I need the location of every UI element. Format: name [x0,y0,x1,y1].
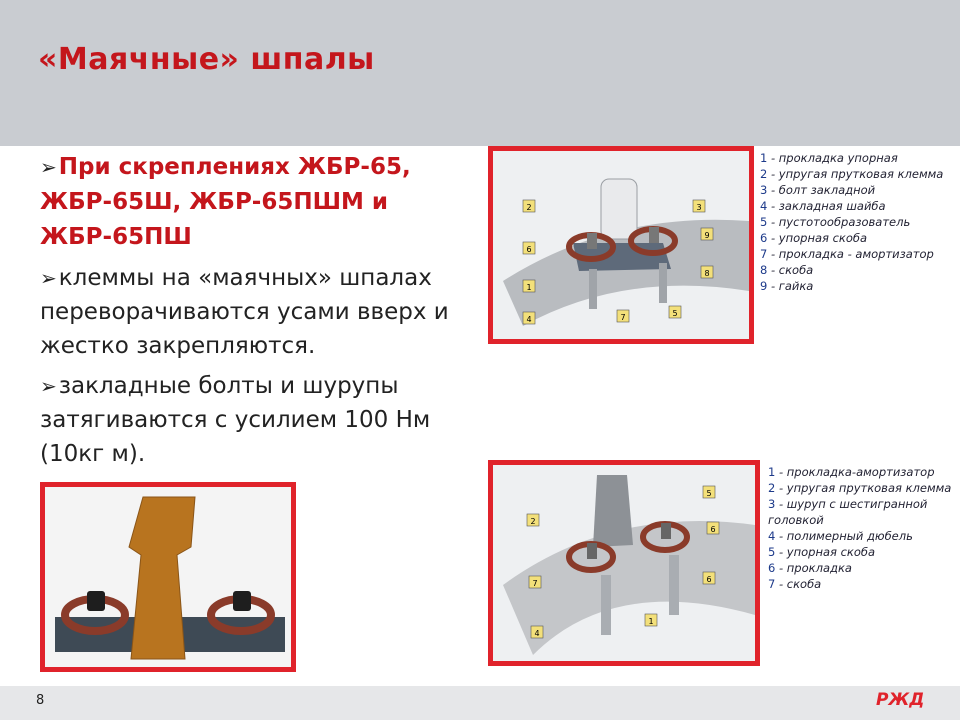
legend-item: 6 - упорная скоба [760,231,868,245]
legend-item: 7 - скоба [768,577,822,591]
bullet-item: ➢закладные болты и шурупы затягиваются с усилием 100 Нм (10кг м). [40,373,431,467]
arrow-bullet-icon: ➢ [40,266,57,290]
legend-item: 3 - болт закладной [760,183,876,197]
bullet-list [40,150,480,477]
legend-top [760,150,955,294]
callout-label: 5 [672,309,678,318]
callout-label: 1 [526,283,532,292]
legend-item: 5 - пустотообразователь [760,215,911,229]
rail-illustration [45,487,291,667]
legend-bottom [768,464,956,592]
legend-item: 1 - прокладка упорная [760,151,898,165]
callout-label: 3 [696,203,702,212]
legend-item: 3 - шуруп с шестигранной головкой [768,497,928,527]
legend-item: 9 - гайка [760,279,814,293]
callout-label: 7 [532,579,538,588]
legend-item: 2 - упругая прутковая клемма [768,481,952,495]
page-number: 8 [36,693,45,708]
callout-label: 4 [526,315,532,324]
fastening-diagram-bottom [488,460,760,666]
legend-item: 5 - упорная скоба [768,545,876,559]
arrow-bullet-icon: ➢ [40,155,57,179]
bullet-item: ➢клеммы на «маячных» шпалах переворачиваются усами вверх и жестко закрепляются. [40,265,449,359]
callout-label: 7 [620,313,626,322]
fastening-diagram-top [488,146,754,344]
rzd-logo: РЖД [876,690,925,710]
callout-label: 4 [534,629,540,638]
legend-item: 2 - упругая прутковая клемма [760,167,944,181]
callout-label: 2 [526,203,532,212]
legend-item: 1 - прокладка-амортизатор [768,465,935,479]
slide-title: «Маячные» шпалы [38,42,375,77]
legend-item: 4 - закладная шайба [760,199,886,213]
callout-label: 6 [526,245,532,254]
callout-label: 2 [530,517,536,526]
bullet-item: ➢При скреплениях ЖБР-65, ЖБР-65Ш, ЖБР-65ПШМ и ЖБР-65ПШ [40,154,411,250]
callout-label: 6 [710,525,716,534]
legend-item: 8 - скоба [760,263,814,277]
callout-label: 8 [704,269,710,278]
footer-band [0,686,960,720]
callout-label: 1 [648,617,654,626]
legend-item: 4 - полимерный дюбель [768,529,913,543]
callout-label: 9 [704,231,710,240]
arrow-bullet-icon: ➢ [40,374,57,398]
rail-fastening-image [40,482,296,672]
legend-item: 6 - прокладка [768,561,852,575]
fastening-illustration-bottom [493,465,755,661]
fastening-illustration-top [493,151,749,339]
legend-item: 7 - прокладка - амортизатор [760,247,934,261]
callout-label: 5 [706,489,712,498]
callout-label: 6 [706,575,712,584]
